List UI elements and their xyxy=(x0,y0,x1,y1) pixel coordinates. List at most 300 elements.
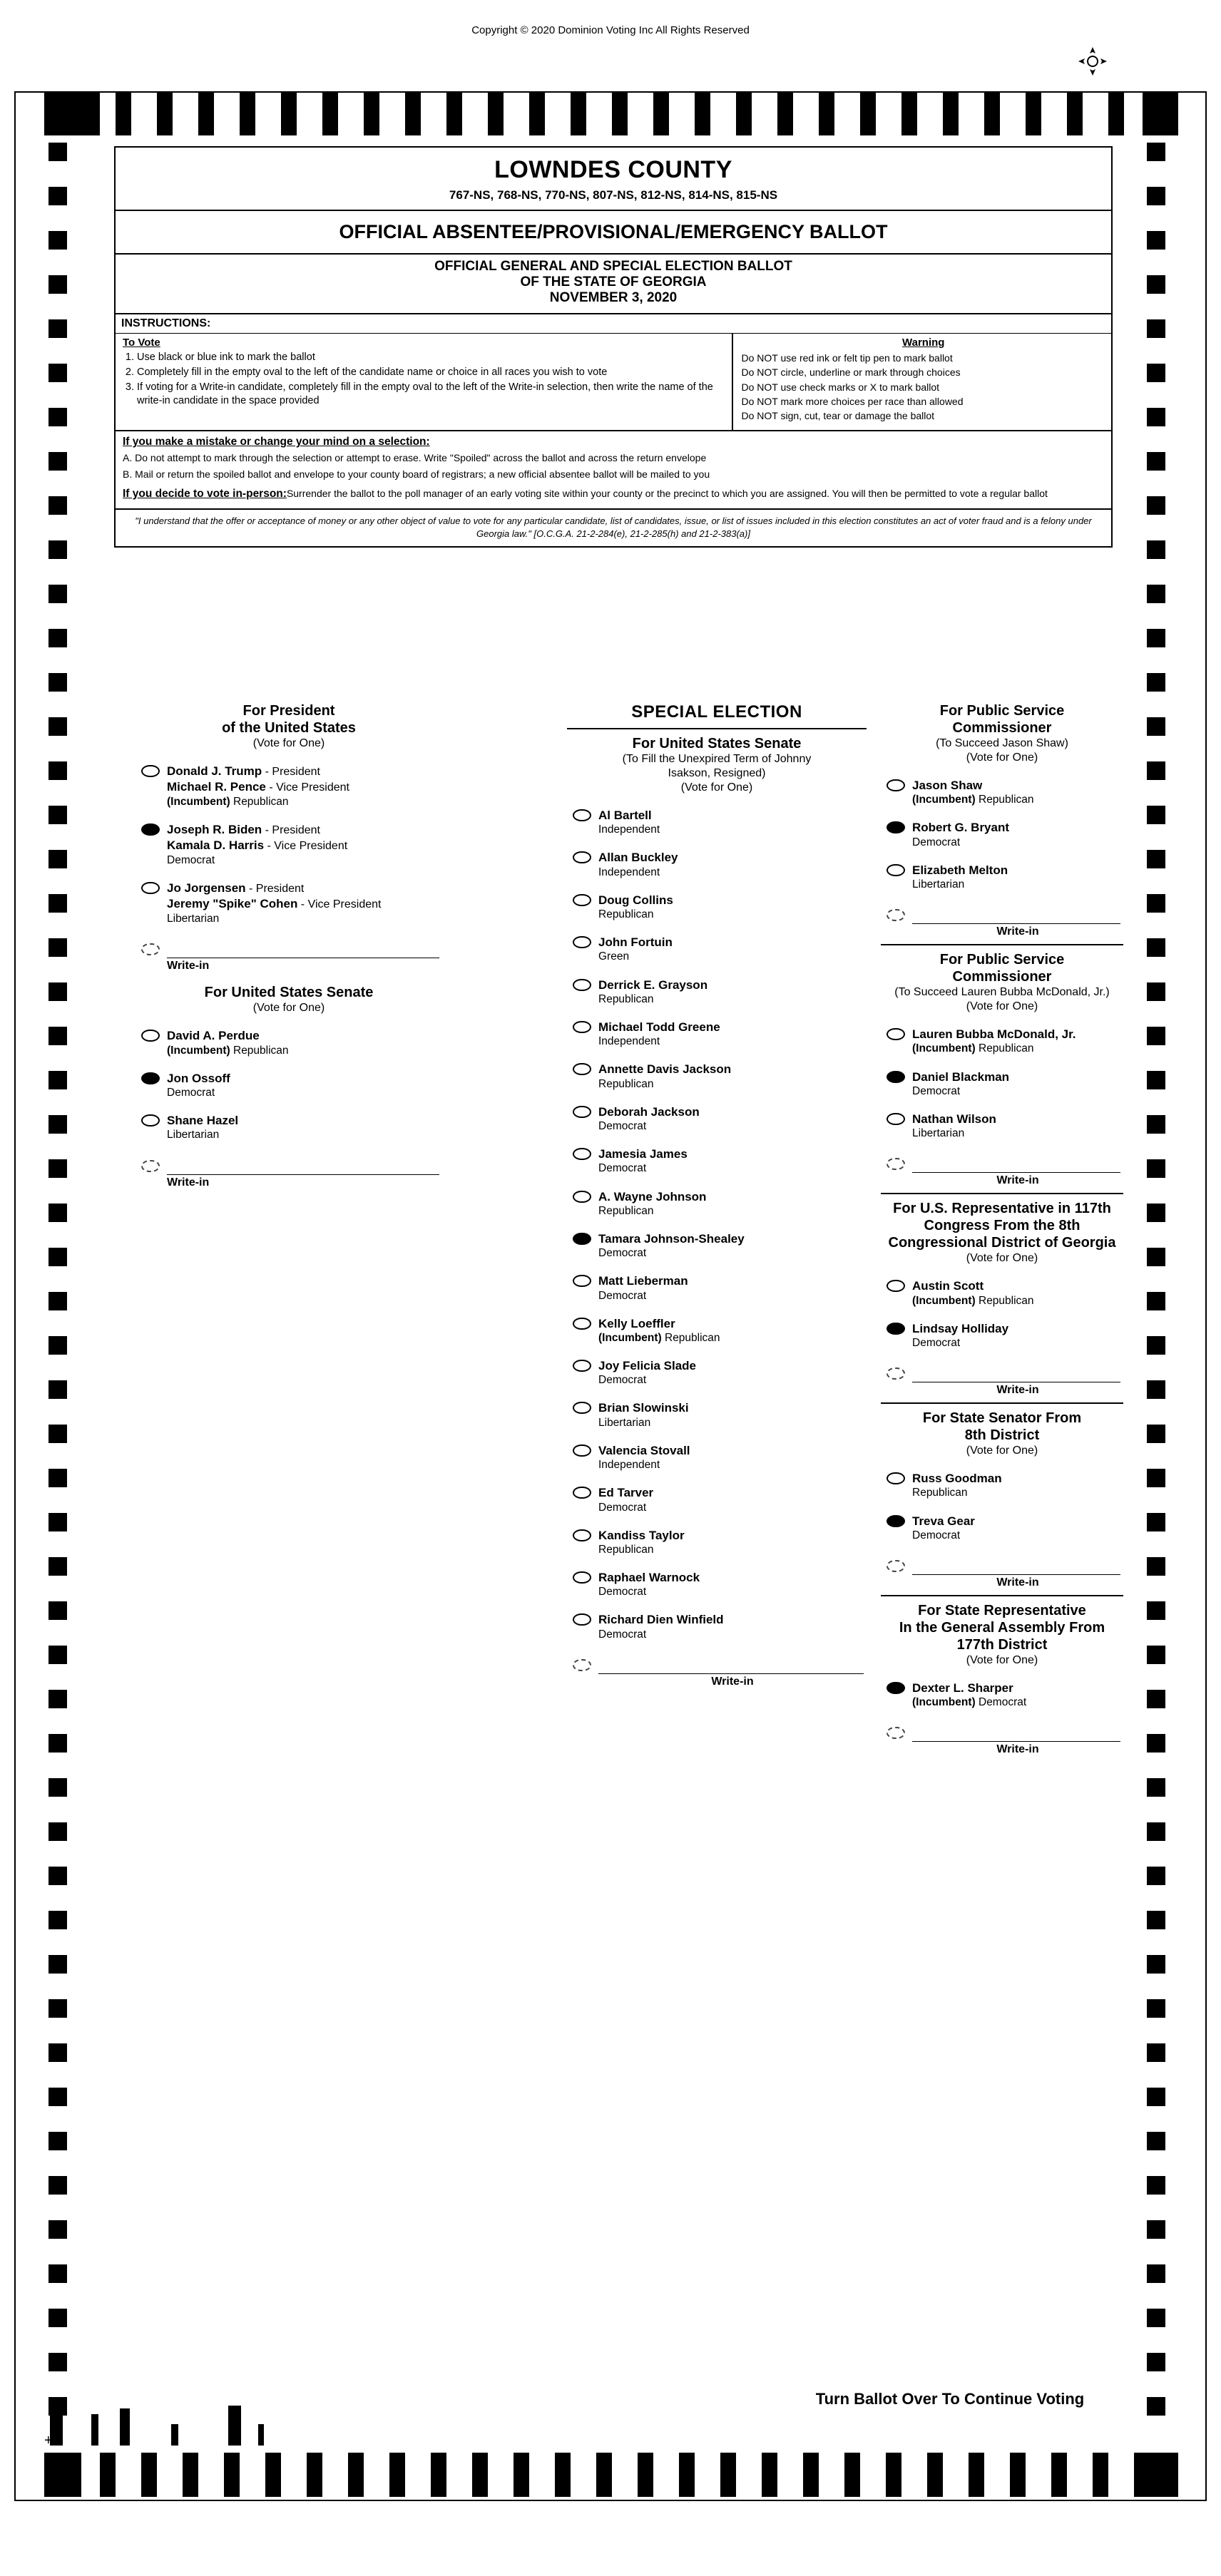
write-in-oval[interactable] xyxy=(887,1560,905,1572)
timing-mark xyxy=(48,452,67,471)
candidate-party: Green xyxy=(598,950,630,963)
timing-mark xyxy=(488,91,504,135)
timing-mark xyxy=(1010,2453,1026,2497)
vote-oval[interactable] xyxy=(887,1472,905,1484)
mistake-heading: If you make a mistake or change your mind on a selection: xyxy=(123,436,430,448)
timing-mark xyxy=(1147,982,1165,1001)
candidate-option[interactable] xyxy=(567,1400,867,1430)
ballot-subtitle-1: OFFICIAL GENERAL AND SPECIAL ELECTION BALLOT xyxy=(434,259,792,274)
candidate-party: Libertarian xyxy=(598,1416,651,1429)
candidate-name: Joy Felicia Slade xyxy=(598,1359,697,1373)
timing-mark xyxy=(48,585,67,603)
vote-oval[interactable] xyxy=(573,1021,591,1033)
candidate-party: Democrat xyxy=(598,1374,647,1387)
timing-mark xyxy=(48,806,67,824)
barcode-bar xyxy=(228,2406,241,2446)
write-in-oval[interactable] xyxy=(141,943,160,955)
timing-mark xyxy=(679,2453,695,2497)
candidate-option[interactable] xyxy=(136,881,442,926)
timing-mark xyxy=(803,2453,819,2497)
candidate-option[interactable] xyxy=(567,1316,867,1345)
timing-mark xyxy=(1147,1159,1165,1178)
vote-oval[interactable] xyxy=(573,1613,591,1626)
timing-mark xyxy=(198,91,214,135)
candidate-party: Republican xyxy=(598,992,654,1005)
timing-mark xyxy=(48,2220,67,2239)
candidate-party: Republican xyxy=(598,1204,654,1217)
write-in-option[interactable] xyxy=(136,1159,442,1189)
write-in-oval[interactable] xyxy=(887,1727,905,1739)
vote-oval[interactable] xyxy=(573,1571,591,1584)
contest-instruction: (Vote for One) xyxy=(680,781,753,794)
timing-mark xyxy=(1147,452,1165,471)
timing-mark xyxy=(1147,496,1165,515)
barcode-bar xyxy=(258,2424,264,2446)
contest-title: of the United States xyxy=(222,720,356,736)
candidate-name: Richard Dien Winfield xyxy=(598,1613,724,1627)
timing-mark xyxy=(389,2453,405,2497)
candidate-name: Jason Shaw xyxy=(912,779,983,792)
candidate-option[interactable] xyxy=(881,1112,1123,1141)
candidate-option[interactable] xyxy=(567,1189,867,1218)
to-vote-step: 3. If voting for a Write-in candidate, completely fill in the empty oval to the left of the Write-in selection, then write the name of the write-in candidate in the space provided xyxy=(137,381,725,408)
candidate-party: Democrat xyxy=(598,1628,647,1641)
candidate-option[interactable] xyxy=(881,1471,1123,1500)
candidate-party: Libertarian xyxy=(912,1127,965,1140)
vote-oval[interactable] xyxy=(573,809,591,821)
timing-mark xyxy=(1147,1513,1165,1531)
timing-mark xyxy=(1147,143,1165,161)
timing-mark xyxy=(1147,850,1165,868)
timing-mark xyxy=(1147,1955,1165,1974)
write-in-line[interactable] xyxy=(912,1559,1120,1575)
write-in-label: Write-in xyxy=(996,1174,1039,1187)
vote-oval[interactable] xyxy=(141,1114,160,1127)
timing-mark xyxy=(48,540,67,559)
voter-fraud-oath: "I understand that the offer or acceptance of money or any other object of value to vote for any particular candidate, list of candidates, issue, or list of issues included in this election constitutes an act of voter fraud and is a felony under Georgia law." [O.C.G.A. 21-2-284(e), 21-2-285(h) and 21-2-383(a)] xyxy=(116,508,1111,546)
vote-oval[interactable] xyxy=(573,1191,591,1203)
timing-mark xyxy=(240,91,255,135)
vote-oval[interactable] xyxy=(573,1529,591,1541)
timing-mark xyxy=(762,2453,777,2497)
timing-mark xyxy=(48,761,67,780)
vote-oval[interactable] xyxy=(887,821,905,833)
write-in-option[interactable] xyxy=(136,942,442,973)
timing-mark xyxy=(1147,540,1165,559)
timing-mark xyxy=(48,1646,67,1664)
candidate-option[interactable] xyxy=(881,820,1123,849)
candidate-option[interactable] xyxy=(567,1358,867,1387)
candidate-name: Allan Buckley xyxy=(598,851,678,865)
timing-mark xyxy=(720,2453,736,2497)
contest-title: 177th District xyxy=(956,1636,1048,1653)
candidate-name: Valencia Stovall xyxy=(598,1443,690,1457)
timing-mark xyxy=(571,91,586,135)
in-person-heading: If you decide to vote in-person: xyxy=(123,487,287,500)
timing-mark xyxy=(48,850,67,868)
candidate-party: (Incumbent) Republican xyxy=(912,794,1034,806)
write-in-label: Write-in xyxy=(996,925,1039,938)
candidate-option[interactable] xyxy=(567,893,867,922)
running-mate-name: Jeremy "Spike" Cohen - Vice President xyxy=(167,897,382,911)
candidate-role: - President xyxy=(245,883,305,896)
candidate-party: Independent xyxy=(598,823,660,836)
warning-line: Do NOT use check marks or X to mark ballot xyxy=(741,381,940,393)
candidate-name: Kelly Loeffler xyxy=(598,1316,675,1330)
timing-mark xyxy=(927,2453,943,2497)
timing-mark xyxy=(431,2453,446,2497)
vote-oval[interactable] xyxy=(573,1402,591,1414)
to-vote-step: 1. Use black or blue ink to mark the ballot xyxy=(137,351,725,364)
timing-mark xyxy=(48,1159,67,1178)
write-in-line[interactable] xyxy=(912,1366,1120,1382)
timing-mark xyxy=(1067,91,1083,135)
candidate-option[interactable] xyxy=(567,850,867,879)
candidate-name: Shane Hazel xyxy=(167,1114,239,1128)
timing-mark xyxy=(1147,2353,1165,2371)
contest-instruction: (Vote for One) xyxy=(966,1444,1038,1457)
vote-oval[interactable] xyxy=(141,882,160,894)
write-in-label: Write-in xyxy=(711,1675,754,1688)
timing-mark xyxy=(1147,1646,1165,1664)
timing-mark xyxy=(1147,1204,1165,1222)
timing-mark xyxy=(1147,1115,1165,1134)
timing-mark xyxy=(1147,1601,1165,1620)
timing-marks-top xyxy=(44,91,1178,135)
timing-mark xyxy=(1147,1248,1165,1266)
vote-oval[interactable] xyxy=(887,1280,905,1292)
mistake-step-a: A. Do not attempt to mark through the selection or attempt to erase. Write "Spoiled" across the ballot and across the return envelope xyxy=(123,452,707,464)
write-in-option[interactable] xyxy=(881,1725,1123,1756)
vote-oval[interactable] xyxy=(141,1030,160,1042)
candidate-name: Daniel Blackman xyxy=(912,1069,1010,1084)
candidate-option[interactable] xyxy=(567,1146,867,1176)
running-mate-name: Kamala D. Harris - Vice President xyxy=(167,838,348,853)
candidate-option[interactable] xyxy=(136,1028,442,1057)
vote-oval[interactable] xyxy=(573,1233,591,1245)
candidate-option[interactable] xyxy=(567,1528,867,1557)
timing-mark xyxy=(1147,1911,1165,1929)
contest-columns xyxy=(114,702,1116,2392)
timing-mark xyxy=(1147,187,1165,205)
write-in-line[interactable] xyxy=(598,1658,864,1674)
candidate-option[interactable] xyxy=(567,808,867,837)
candidate-party: Democrat xyxy=(167,1087,215,1099)
vote-oval[interactable] xyxy=(887,1028,905,1040)
timing-mark xyxy=(1147,1734,1165,1753)
timing-mark xyxy=(1143,91,1178,135)
timing-mark xyxy=(48,1557,67,1576)
write-in-label: Write-in xyxy=(167,960,210,973)
write-in-oval[interactable] xyxy=(141,1160,160,1172)
timing-mark xyxy=(1147,2264,1165,2283)
timing-mark xyxy=(48,2132,67,2150)
vote-oval[interactable] xyxy=(573,894,591,906)
vote-oval[interactable] xyxy=(573,1106,591,1118)
contest-title: For State Representative xyxy=(918,1602,1086,1618)
timing-mark xyxy=(1147,2176,1165,2195)
timing-mark xyxy=(1143,2453,1178,2497)
timing-mark xyxy=(1147,1690,1165,1708)
timing-mark xyxy=(48,1822,67,1841)
candidate-name: Robert G. Bryant xyxy=(912,821,1010,835)
running-mate-role: - Vice President xyxy=(264,840,348,853)
write-in-line[interactable] xyxy=(912,1725,1120,1742)
vote-oval[interactable] xyxy=(887,1113,905,1125)
contest-instruction: (Vote for One) xyxy=(966,751,1038,764)
timing-mark xyxy=(844,2453,860,2497)
vote-oval[interactable] xyxy=(887,1682,905,1694)
alignment-plus-icon: + xyxy=(44,2433,53,2448)
contest-instruction: (Vote for One) xyxy=(252,737,325,749)
write-in-oval[interactable] xyxy=(887,1158,905,1170)
timing-mark xyxy=(529,91,545,135)
candidate-option[interactable] xyxy=(136,822,442,868)
candidate-party: Democrat xyxy=(912,836,961,848)
timing-mark xyxy=(1147,673,1165,692)
candidate-party: (Incumbent) Republican xyxy=(912,1042,1034,1055)
running-mate-role: - Vice President xyxy=(265,781,349,794)
timing-mark xyxy=(1026,91,1041,135)
timing-mark xyxy=(100,2453,116,2497)
candidate-option[interactable] xyxy=(567,1273,867,1303)
candidate-option[interactable] xyxy=(881,1027,1123,1056)
vote-oval[interactable] xyxy=(573,1063,591,1075)
vote-oval[interactable] xyxy=(573,979,591,991)
timing-mark xyxy=(48,673,67,692)
vote-oval[interactable] xyxy=(573,1148,591,1160)
candidate-name: Doug Collins xyxy=(598,893,673,907)
candidate-party: Democrat xyxy=(912,1336,961,1349)
vote-oval[interactable] xyxy=(887,1323,905,1335)
contest-title: For United States Senate xyxy=(204,985,374,1001)
timing-mark xyxy=(943,91,959,135)
timing-mark xyxy=(48,2176,67,2195)
timing-mark xyxy=(48,1469,67,1487)
timing-mark xyxy=(48,231,67,250)
timing-mark xyxy=(1108,91,1124,135)
timing-mark xyxy=(265,2453,281,2497)
vote-oval[interactable] xyxy=(887,779,905,791)
vote-oval[interactable] xyxy=(887,1071,905,1083)
timing-mark xyxy=(348,2453,364,2497)
vote-oval[interactable] xyxy=(573,1487,591,1499)
candidate-option[interactable] xyxy=(567,1020,867,1049)
vote-oval[interactable] xyxy=(573,1275,591,1287)
contest-divider xyxy=(881,1595,1123,1596)
vote-oval[interactable] xyxy=(887,864,905,876)
vote-oval[interactable] xyxy=(573,936,591,948)
candidate-option[interactable] xyxy=(567,1612,867,1641)
candidate-option[interactable] xyxy=(881,863,1123,892)
candidate-party: Republican xyxy=(912,1487,968,1499)
timing-mark xyxy=(48,1513,67,1531)
write-in-option[interactable] xyxy=(881,1156,1123,1187)
vote-oval[interactable] xyxy=(141,1072,160,1084)
candidate-option[interactable] xyxy=(881,778,1123,807)
timing-mark xyxy=(48,2043,67,2062)
timing-mark xyxy=(1147,1469,1165,1487)
timing-mark xyxy=(653,91,669,135)
copyright-notice: Copyright © 2020 Dominion Voting Inc All Rights Reserved xyxy=(471,24,750,36)
candidate-party: Independent xyxy=(598,866,660,878)
ballot-barcode xyxy=(50,2396,478,2446)
candidate-option[interactable] xyxy=(567,977,867,1007)
candidate-party: Republican xyxy=(598,908,654,921)
timing-mark xyxy=(44,2453,81,2497)
to-vote-instructions xyxy=(116,334,733,430)
timing-mark xyxy=(48,1867,67,1885)
timing-mark xyxy=(48,1734,67,1753)
contest-column-right xyxy=(881,702,1123,1756)
barcode-bar xyxy=(120,2408,130,2446)
timing-mark xyxy=(514,2453,529,2497)
timing-mark xyxy=(1147,231,1165,250)
candidate-option[interactable] xyxy=(881,1514,1123,1543)
running-mate-name: Michael R. Pence - Vice President xyxy=(167,780,349,794)
candidate-option[interactable] xyxy=(881,1278,1123,1308)
vote-oval[interactable] xyxy=(573,1360,591,1372)
timing-mark xyxy=(48,143,67,161)
write-in-oval[interactable] xyxy=(887,1367,905,1380)
candidate-name: Jo Jorgensen - President xyxy=(167,881,305,896)
timing-mark xyxy=(48,408,67,426)
candidate-option[interactable] xyxy=(567,1104,867,1134)
candidate-name: Annette Davis Jackson xyxy=(598,1062,732,1077)
candidate-party: Democrat xyxy=(912,1529,961,1541)
contest-instruction: (Vote for One) xyxy=(966,1252,1038,1265)
barcode-bar xyxy=(91,2414,98,2446)
candidate-option[interactable] xyxy=(567,1062,867,1091)
vote-oval[interactable] xyxy=(573,1318,591,1330)
contest-instruction: (Vote for One) xyxy=(252,1002,325,1015)
candidate-option[interactable] xyxy=(136,1071,442,1100)
timing-mark xyxy=(364,91,379,135)
timing-mark xyxy=(1147,2309,1165,2327)
write-in-oval[interactable] xyxy=(573,1659,591,1671)
candidate-option[interactable] xyxy=(881,1069,1123,1099)
candidate-option[interactable] xyxy=(881,1680,1123,1710)
timing-mark xyxy=(1147,938,1165,957)
timing-mark xyxy=(612,91,628,135)
timing-mark xyxy=(183,2453,198,2497)
write-in-option[interactable] xyxy=(881,1559,1123,1589)
contest-title: For State Senator From xyxy=(922,1410,1082,1427)
barcode-bar xyxy=(171,2424,178,2446)
candidate-party: Democrat xyxy=(167,854,215,867)
write-in-option[interactable] xyxy=(881,1366,1123,1397)
write-in-line[interactable] xyxy=(912,1156,1120,1173)
write-in-line[interactable] xyxy=(167,942,439,958)
candidate-party: (Incumbent) Republican xyxy=(167,796,289,808)
timing-mark xyxy=(695,91,710,135)
write-in-option[interactable] xyxy=(567,1658,867,1688)
registration-mark-icon xyxy=(1077,46,1108,77)
timing-mark xyxy=(1147,717,1165,736)
timing-mark xyxy=(1093,2453,1108,2497)
timing-mark xyxy=(116,91,131,135)
warning-line: Do NOT circle, underline or mark through choices xyxy=(741,366,961,379)
vote-oval[interactable] xyxy=(573,1444,591,1457)
candidate-option[interactable] xyxy=(567,935,867,964)
vote-oval[interactable] xyxy=(141,765,160,777)
timing-mark xyxy=(48,938,67,957)
timing-mark xyxy=(48,1071,67,1089)
write-in-oval[interactable] xyxy=(887,909,905,921)
candidate-name: Joseph R. Biden - President xyxy=(167,823,320,837)
timing-mark xyxy=(1147,1027,1165,1045)
candidate-party: Democrat xyxy=(598,1289,647,1302)
to-vote-label: To Vote xyxy=(123,337,160,349)
candidate-name: Nathan Wilson xyxy=(912,1112,996,1126)
contest-instruction: (Vote for One) xyxy=(966,1000,1038,1013)
timing-mark xyxy=(1147,319,1165,338)
contest-subtitle: (To Succeed Jason Shaw) xyxy=(936,737,1068,749)
candidate-name: Treva Gear xyxy=(912,1514,975,1528)
candidate-option[interactable] xyxy=(881,1321,1123,1350)
vote-oval[interactable] xyxy=(573,851,591,863)
timing-mark xyxy=(48,629,67,647)
timing-mark xyxy=(1147,2088,1165,2106)
warning-label: Warning xyxy=(902,337,945,349)
mistake-step-b: B. Mail or return the spoiled ballot and envelope to your county board of registrars; a new official absentee ballot will be mailed to you xyxy=(123,468,710,481)
timing-mark xyxy=(48,2088,67,2106)
vote-oval[interactable] xyxy=(141,823,160,836)
candidate-option[interactable] xyxy=(567,1570,867,1599)
to-vote-step: 2. Completely fill in the empty oval to the left of the candidate name or choice in all races you wish to vote xyxy=(137,366,725,379)
candidate-name: Brian Slowinski xyxy=(598,1401,689,1415)
timing-mark xyxy=(1147,629,1165,647)
vote-oval[interactable] xyxy=(887,1515,905,1527)
candidate-option[interactable] xyxy=(136,764,442,809)
write-in-option[interactable] xyxy=(881,908,1123,938)
warning-line: Do NOT sign, cut, tear or damage the ballot xyxy=(741,410,935,422)
timing-mark xyxy=(446,91,462,135)
candidate-name: Ed Tarver xyxy=(598,1486,654,1500)
candidate-option[interactable] xyxy=(567,1485,867,1514)
candidate-party: Democrat xyxy=(598,1501,647,1514)
candidate-name: Derrick E. Grayson xyxy=(598,977,708,992)
candidate-option[interactable] xyxy=(136,1113,442,1142)
candidate-name: Dexter L. Sharper xyxy=(912,1680,1013,1695)
candidate-name: Kandiss Taylor xyxy=(598,1528,685,1542)
candidate-option[interactable] xyxy=(567,1443,867,1472)
candidate-party: Republican xyxy=(598,1543,654,1556)
timing-mark xyxy=(322,91,338,135)
timing-mark xyxy=(44,91,100,135)
timing-mark xyxy=(1147,364,1165,382)
timing-mark xyxy=(141,2453,157,2497)
candidate-name: John Fortuin xyxy=(598,935,673,950)
timing-mark xyxy=(224,2453,240,2497)
candidate-name: Jamesia James xyxy=(598,1147,688,1161)
write-in-line[interactable] xyxy=(167,1159,439,1175)
instructions-label: INSTRUCTIONS: xyxy=(116,313,1111,333)
timing-mark xyxy=(48,1999,67,2018)
contest-subtitle: (To Succeed Lauren Bubba McDonald, Jr.) xyxy=(894,986,1110,999)
timing-mark xyxy=(48,275,67,294)
contest-divider xyxy=(567,728,867,729)
candidate-name: Donald J. Trump - President xyxy=(167,764,320,778)
candidate-party: Democrat xyxy=(598,1247,647,1260)
warning-line: Do NOT mark more choices per race than allowed xyxy=(741,395,964,407)
timing-mark xyxy=(1147,761,1165,780)
timing-mark xyxy=(48,2309,67,2327)
timing-mark xyxy=(777,91,793,135)
candidate-option[interactable] xyxy=(567,1231,867,1261)
write-in-line[interactable] xyxy=(912,908,1120,924)
warning-instructions xyxy=(733,334,1111,430)
